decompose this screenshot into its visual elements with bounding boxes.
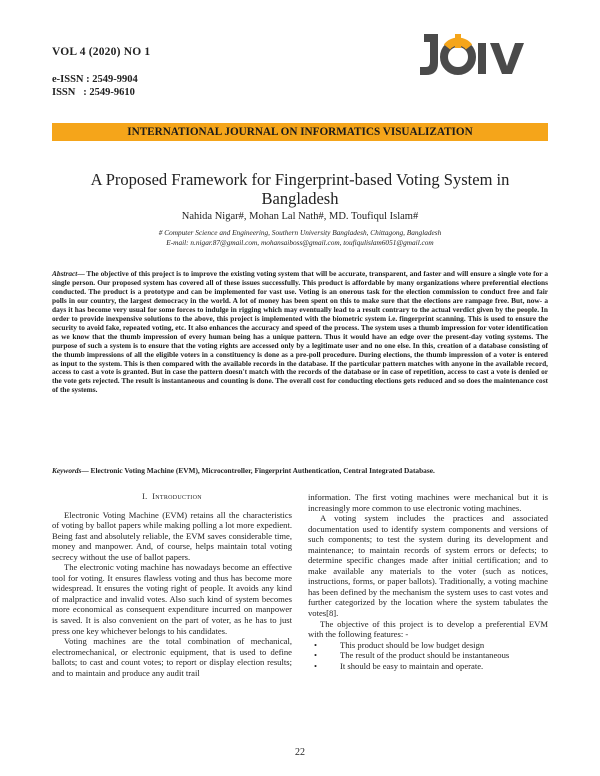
paragraph: Voting machines are the total combination of mechanical, electromechanical, or electronic equipment, that is used to define ballots; to cast and count votes; to report or display election results; and to maintain and produce any audit trail [52,636,292,678]
keywords [52,466,548,475]
section-heading [52,492,292,503]
left-column [52,492,292,678]
list-item: • It should be easy to maintain and operate. [314,660,484,671]
right-column [308,492,548,671]
journal-logo [418,30,528,78]
issn-block [52,73,138,99]
list-item: • This product should be low budget design [314,639,485,650]
bullet: • [314,660,318,671]
paper-authors: Nahida Nigar#, Mohan Lal Nath#, MD. Toufiqul Islam# [181,211,419,222]
abstract-label: Abstract [52,269,78,278]
keywords-label: Keywords [52,466,82,475]
author-emails: E-mail: n.nigar.87@gmail.com, mohansaiboss@gmail.com, toufiqulislam6051@gmail.com [166,237,434,247]
paragraph: A voting system includes the practices and associated documentation used to identify system components and versions of such components; to test the system during its development and maintenance; to maintain records of system errors or defects; to determine specific changes made after initial certification; and to make available any materials to the voter (such as notices, instructions, forms, or paper ballots). Traditionally, a voting machine has been defined by the mechanism the system uses to cast votes and further categorized by the location where the system tabulates the votes[8]. [308,513,548,619]
feature-list [308,640,548,672]
paragraph: Electronic Voting Machine (EVM) retains all the characteristics of voting by ballot papers while making polling a lot more expedient. Being fast and absolutely reliable, the EVM saves considerable time, money and manpower. And, of course, helps maintain total voting secrecy without the use of ballot papers. [52,509,292,562]
affiliation: # Computer Science and Engineering, Southern University Bangladesh, Chittagong, Bangladesh [158,228,442,237]
section-number: I. [142,492,148,501]
keywords-text: — Electronic Voting Machine (EVM), Microcontroller, Fingerprint Authentication, Central Integrated Database. [81,466,435,475]
list-item: • The result of the product should be instantaneous [314,650,510,661]
paragraph: The electronic voting machine has nowadays become an effective tool for voting. It ensures flawless voting and thus has become more widespread. It ensures the voting right of people. It avoids any kind of malpractice and invalid votes. Also such kind of system becomes more economical as consequent expenditure incurred on manpower is saved. It is also convenient on the part of voter, as he has to just press one key whichever belongs to his candidates. [52,562,292,636]
bullet: • [314,639,318,650]
section-title: Introduction [152,492,202,501]
affiliation-block [52,228,548,247]
page-number: 22 [295,747,305,758]
eissn-label: e-ISSN : 2549-9904 [52,74,138,85]
paragraph: information. The first voting machines were mechanical but it is increasingly more common to use electronic voting machines. [308,492,548,513]
abstract [52,270,548,395]
abstract-text: — The objective of this project is to improve the existing voting system that will be accurate, transparent, and faster and will ensure a single vote for a single person. Our proposed system has covered all of these issues successfully. This product is affordable by many organizations where preferential elections conducted. The product is a prototype and can be implemented for vast use. Voting is an onerous task for the election commission to conduct free and fair polls in our country, the largest democracy in the world. A lot of money has been spent on this to make sure that the elections are rampage free. But, now- a days it has become very usual for some forces to indulge in rigging which may eventually lead to a result contrary to the actual verdict given by the people. In order to provide inexpensive solutions to the above, this project is implemented with the biometric system i.e. fingerprint scanning. This is used to ensure the security to avoid fake, repeated voting, etc. It also enhances the accuracy and speed of the process. The system uses a thumb impression for voter identification as we know that the thumb impression of every human being has a unique pattern. Thus it would have an edge over the present-day voting systems. The purpose of such a system is to ensure that the voting rights are accessed only by a legitimate user and no one else. In this, creation of a database consisting of the thumb impressions of all the eligible voters in a constituency is done as a pre-poll procedure. During elections, the thumb impression of a voter is entered as input to the system. This is then compared with the available records in the database. If the particular pattern matches with anyone in the available record, access to cast a vote is granted. But in case the pattern doesn't match with the records of the database or in case of repetition, access to cast a vote is denied or the vote gets rejected. The result is instantaneous and counting is done. The overall cost for conducting elections gets reduced and so does the maintenance cost of the systems. [52,269,548,395]
issn-label: ISSN : 2549-9610 [52,87,135,98]
journal-name-banner: INTERNATIONAL JOURNAL ON INFORMATICS VISUALIZATION [52,123,548,141]
paper-title: A Proposed Framework for Fingerprint-based Voting System in Bangladesh [90,170,510,208]
paragraph: The objective of this project is to develop a preferential EVM with the following features: - [308,618,548,640]
bullet: • [314,650,318,661]
volume-label: VOL 4 (2020) NO 1 [52,46,151,58]
